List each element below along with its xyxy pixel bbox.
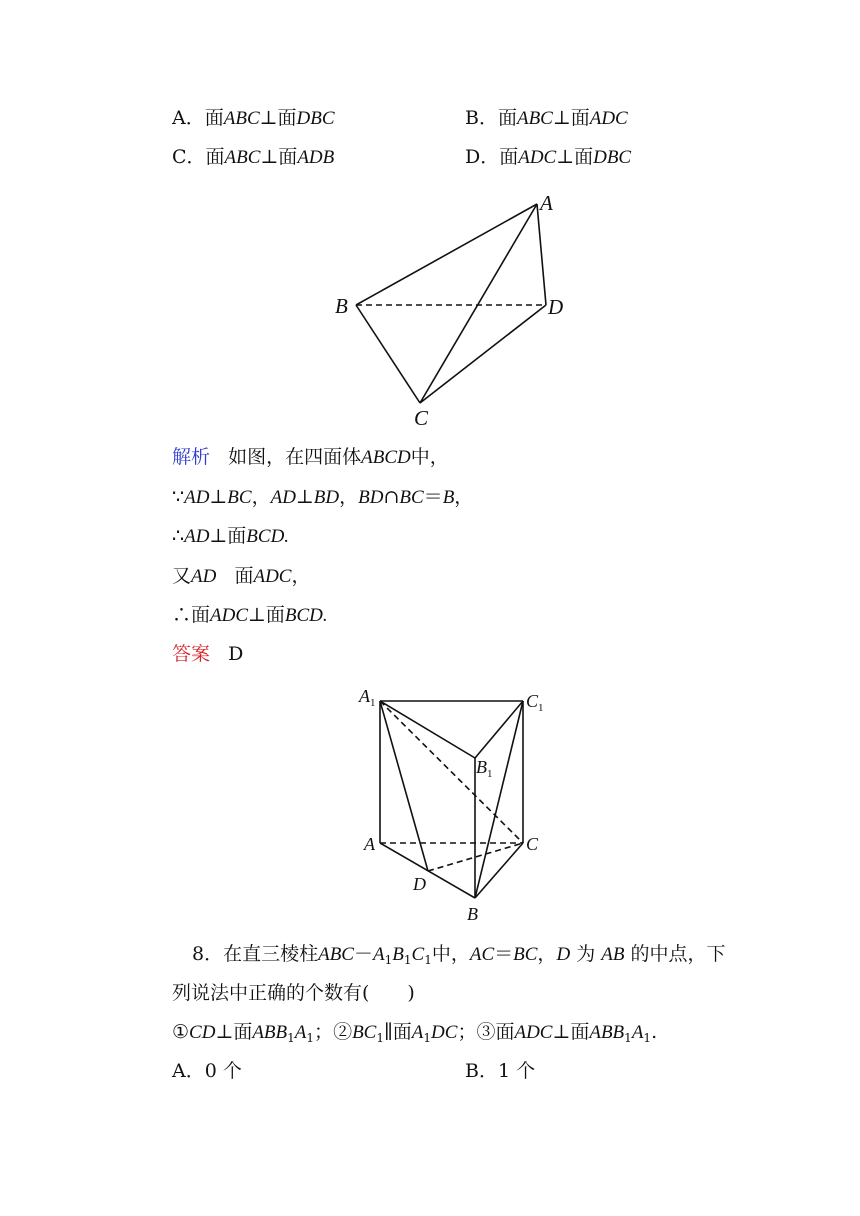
answer-tag: 答案 [172, 643, 211, 665]
solution-line-4 [172, 564, 311, 589]
symbol: ∩ [383, 486, 400, 508]
edge-b1-c1 [475, 701, 523, 758]
connector: 又 [172, 565, 192, 587]
term: BC [399, 487, 424, 508]
label-b: B [467, 904, 478, 924]
label-c: C [526, 834, 539, 854]
q8-option-b [465, 1059, 535, 1083]
option-c-plane1: ABC [224, 147, 261, 168]
option-b-plane2: ADC [589, 108, 628, 129]
text: 为 [576, 943, 596, 965]
subscript: 1 [403, 953, 412, 967]
text: 中， [431, 943, 470, 965]
symbol: ⊥ [295, 486, 314, 508]
term: BC [513, 944, 538, 965]
punct: . [651, 1021, 658, 1043]
term: BD [358, 487, 384, 508]
option-a-plane2: DBC [296, 108, 335, 129]
term: A [373, 944, 385, 965]
statement-3-mark: ③面 [476, 1021, 515, 1043]
term: A [631, 1022, 644, 1043]
punct: ； [457, 1021, 477, 1043]
subscript: 1 [424, 953, 432, 967]
term: ADC [514, 1022, 553, 1043]
term: ABB [252, 1022, 288, 1043]
punct: ， [251, 486, 271, 508]
symbol: ⊥面 [552, 1021, 590, 1043]
term: B [442, 487, 455, 508]
q8-number: 8．在直三棱柱 [192, 943, 319, 965]
q8-line-2 [172, 981, 415, 1005]
term: CD [189, 1022, 216, 1043]
solution-line-1-end: 中， [410, 446, 449, 468]
term: BD [313, 487, 340, 508]
punct: ， [339, 486, 359, 508]
label-d: D [413, 874, 426, 894]
edge-a1-c-hidden [380, 701, 523, 843]
option-d-plane1: ADC [518, 147, 557, 168]
option-c-plane2: ADB [297, 147, 335, 168]
label-b: B [335, 294, 348, 318]
term: D [556, 944, 571, 965]
term: AC [469, 944, 495, 965]
solution-tag: 解析 [172, 446, 211, 468]
q8-stem-end: 列说法中正确的个数有( ) [172, 982, 415, 1004]
edge-a1-b1 [380, 701, 475, 758]
option-c [172, 145, 334, 170]
edge-a1-d [380, 701, 428, 871]
term: B [392, 944, 404, 965]
symbol: ＝ [494, 943, 514, 965]
solution-line-5 [172, 603, 328, 628]
term: DC [431, 1022, 458, 1043]
edge-b-c1 [475, 701, 523, 898]
symbol: ⊥ [209, 486, 228, 508]
option-c-label: C．面 [172, 146, 225, 168]
because-symbol: ∵ [172, 486, 185, 508]
option-b [465, 106, 628, 131]
label-a1: $A_1$ [359, 686, 376, 709]
q8-line-1 [192, 942, 726, 972]
option-a-label: A．面 [172, 107, 224, 129]
edge-ac [420, 204, 537, 403]
subscript: 1 [423, 1031, 432, 1045]
subscript: 1 [306, 1031, 315, 1045]
symbol: 面 [234, 565, 254, 587]
term: C [411, 944, 425, 965]
subscript: 1 [287, 1031, 295, 1045]
subscript: 1 [624, 1031, 632, 1045]
q8-statements [172, 1020, 657, 1050]
edge-bc [356, 305, 420, 403]
option-d-label: D．面 [465, 146, 519, 168]
punct: ； [314, 1021, 334, 1043]
symbol: － [353, 943, 373, 965]
term: AD [184, 487, 210, 508]
punct: ， [454, 486, 474, 508]
answer-value: D [228, 643, 244, 665]
label-c: C [414, 406, 429, 430]
option-d [465, 145, 631, 170]
subscript: 1 [384, 953, 393, 967]
statement-2-mark: ② [333, 1021, 353, 1043]
term: ADC [253, 566, 292, 587]
option-b-plane1: ABC [516, 108, 553, 129]
term: BC [227, 487, 252, 508]
statement-1-mark: ① [172, 1021, 190, 1043]
label-a: A [540, 191, 553, 215]
option-a [172, 106, 335, 131]
term: BC [352, 1022, 377, 1043]
text: 的中点，下 [630, 943, 726, 965]
subscript: 1 [643, 1031, 652, 1045]
symbol: ⊥面 [248, 604, 285, 626]
therefore-symbol: ∴面 [172, 604, 211, 626]
label-c1: $C_1$ [526, 691, 544, 714]
term: ABB [589, 1022, 625, 1043]
symbol: ∥面 [384, 1021, 412, 1043]
q8-option-a [172, 1059, 242, 1083]
solution-line-1-text: 如图，在四面体 [228, 446, 362, 468]
solution-line-2 [172, 485, 473, 510]
edge-d-c-hidden [428, 843, 523, 871]
symbol: ⊥面 [215, 1021, 253, 1043]
q8-option-b-text: B．1 个 [465, 1060, 536, 1082]
term: ABC [318, 944, 354, 965]
option-d-plane2: DBC [593, 147, 632, 168]
solution-line-3 [172, 524, 289, 549]
edge-a-b [380, 843, 475, 898]
term: A [294, 1022, 307, 1043]
symbol: ⊥面 [209, 525, 247, 547]
subscript: 1 [376, 1031, 384, 1045]
solution-line-1 [172, 445, 449, 470]
term: ADC [210, 605, 249, 626]
label-a: A [364, 834, 375, 854]
edge-ab [356, 204, 537, 305]
term: BCD. [246, 526, 290, 547]
symbol: ＝ [423, 486, 443, 508]
edge-cd [420, 305, 546, 403]
edge-b-c [475, 843, 523, 898]
option-c-op: ⊥面 [260, 146, 298, 168]
punct: ， [291, 565, 311, 587]
edge-ad [537, 204, 546, 305]
term: A [411, 1022, 424, 1043]
label-d: D [548, 295, 564, 319]
solution-line-1-var: ABCD [361, 447, 411, 468]
option-b-label: B．面 [465, 107, 517, 129]
term: BCD. [284, 605, 328, 626]
q8-option-a-text: A．0 个 [172, 1060, 242, 1082]
term: AD [191, 566, 217, 587]
option-a-op: ⊥面 [259, 107, 297, 129]
answer-line [172, 642, 243, 666]
option-a-plane1: ABC [223, 108, 260, 129]
punct: ， [537, 943, 557, 965]
option-d-op: ⊥面 [556, 146, 594, 168]
therefore-symbol: ∴ [172, 525, 185, 547]
term: AD [184, 526, 210, 547]
label-b1: $B_1$ [476, 757, 493, 780]
term: AD [270, 487, 296, 508]
term: AB [601, 944, 625, 965]
option-b-op: ⊥面 [552, 107, 590, 129]
